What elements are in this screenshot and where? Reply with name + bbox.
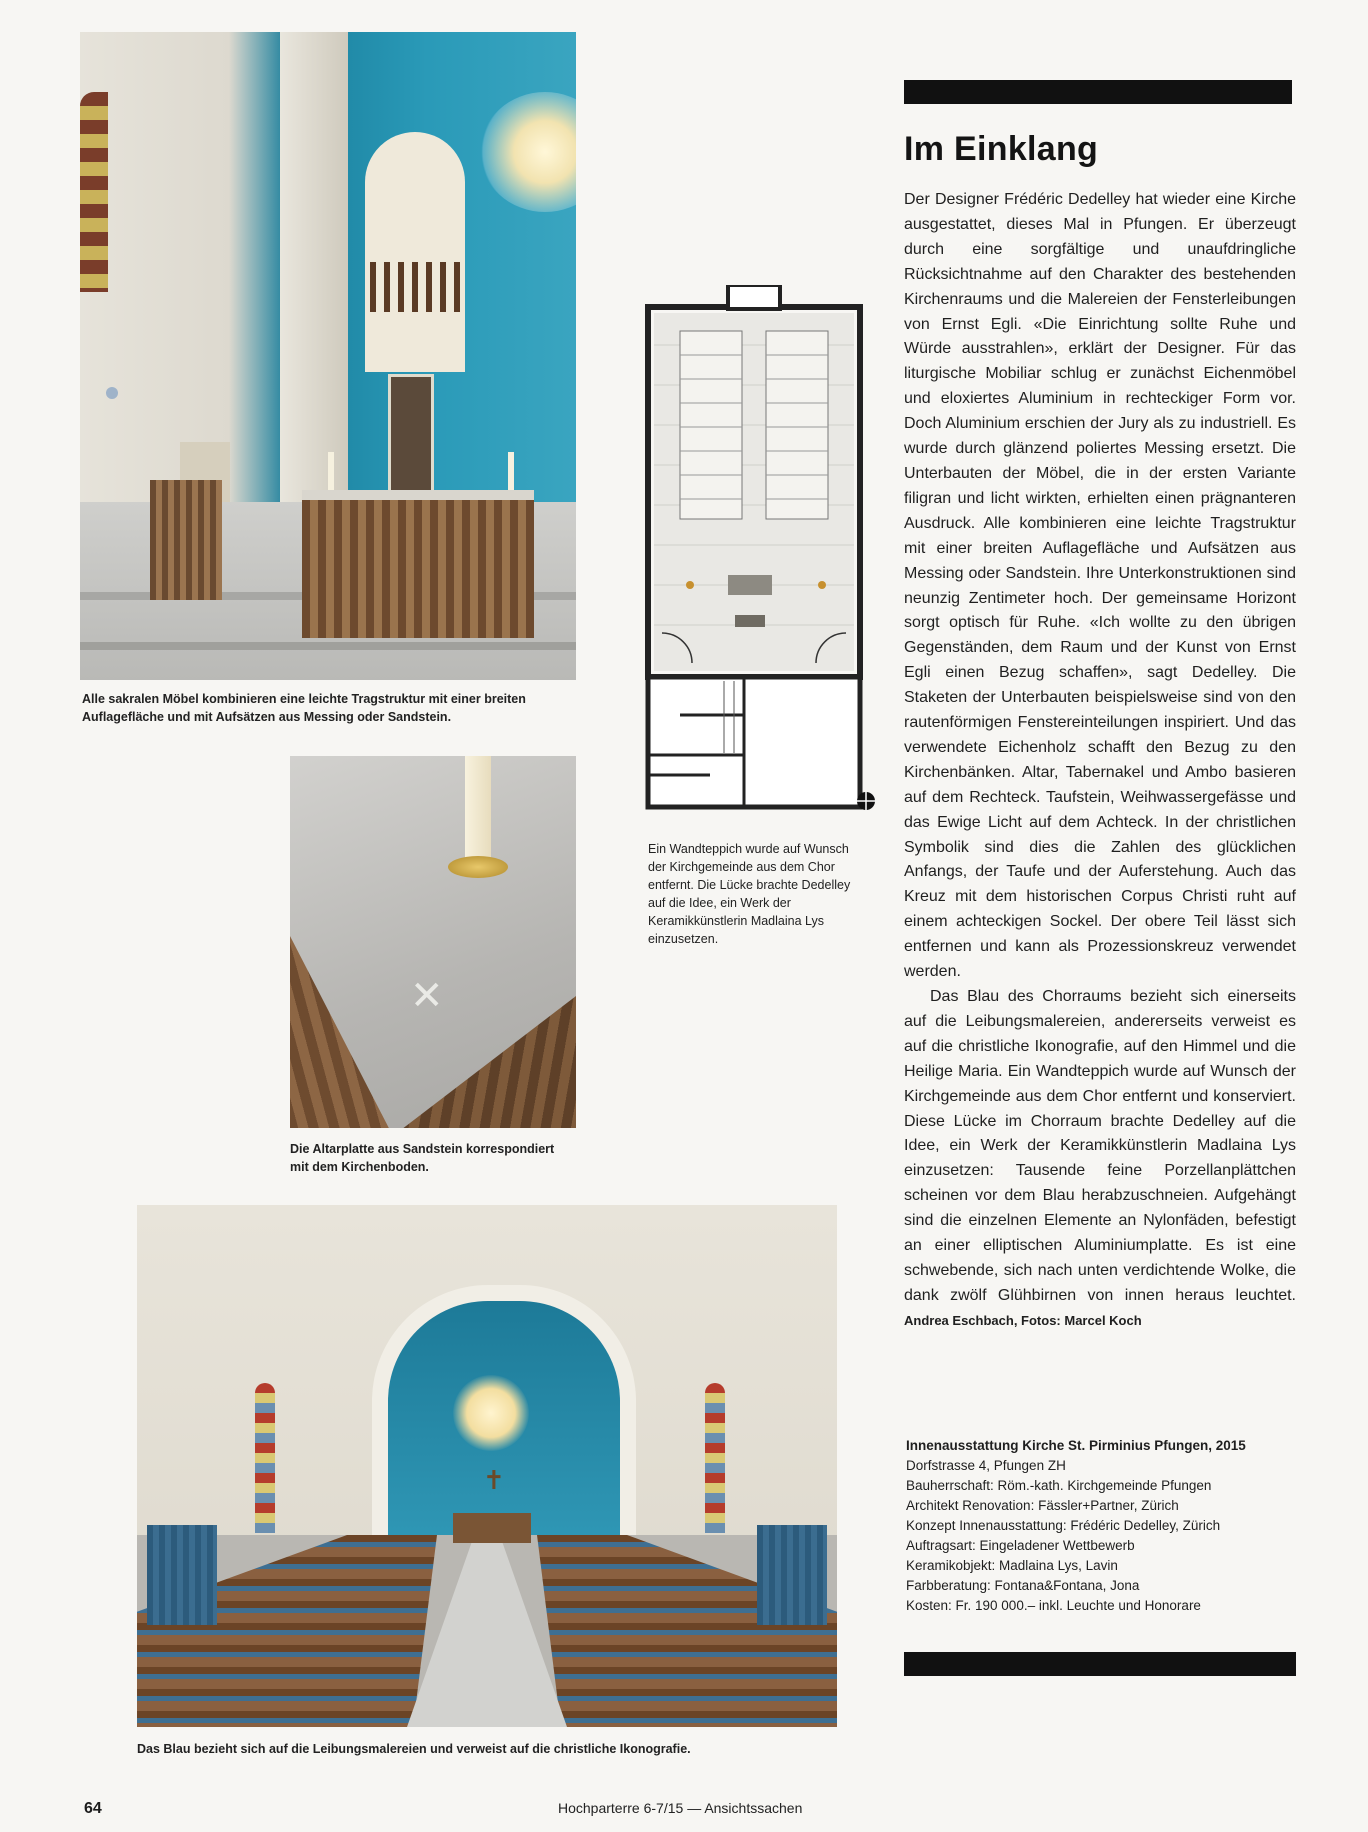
project-info	[906, 1436, 1298, 1616]
section-name: Ansichtssachen	[704, 1800, 803, 1816]
caption-floor-plan: Ein Wandteppich wurde auf Wunsch der Kirchgemeinde aus dem Chor entfernt. Die Lücke brachte Dedelley auf die Idee, ein Werk der Keramikkünstlerin Madlaina Lys einzusetzen.	[648, 842, 851, 946]
project-info-line: Architekt Renovation: Fässler+Partner, Zürich	[906, 1498, 1179, 1513]
project-info-line: Keramikobjekt: Madlaina Lys, Lavin	[906, 1558, 1118, 1573]
article-paragraph	[904, 985, 1296, 1334]
photo-nave: ✝	[137, 1205, 837, 1727]
project-info-line: Farbberatung: Fontana&Fontana, Jona	[906, 1578, 1140, 1593]
photo-altar-interior	[80, 32, 576, 680]
project-info-line: Auftragsart: Eingeladener Wettbewerb	[906, 1538, 1135, 1553]
caption-altar-photo: Alle sakralen Möbel kombinieren eine leichte Tragstruktur mit einer breiten Auflagefläche und mit Aufsätzen aus Messing oder Sandstein.	[82, 692, 526, 724]
project-info-line: Dorfstrasse 4, Pfungen ZH	[906, 1458, 1066, 1473]
article-paragraph: Der Designer Frédéric Dedelley hat wieder eine Kirche ausgestattet, dieses Mal in Pfungen. Er überzeugt durch eine sorgfältige und unaufdringliche Rücksichtnahme auf den Charakter des bestehenden Kirchenraums und die Malereien der Fensterleibungen von Ernst Egli. «Die Einrichtung sollte Ruhe und Würde ausstrahlen», erklärt der Designer. Für das liturgische Mobiliar schlug er zunächst Eichenmöbel und eloxiertes Aluminium in rechteckiger Form vor. Doch Aluminium erschien der Jury als zu industriell. Es wurde durch glänzend poliertes Messing ersetzt. Die Unterbauten der Möbel, die in der ersten Variante filigran und licht wirkten, erhielten einen prägnanteren Ausdruck. Alle kombinieren eine leichte Tragstruktur mit einer breiten Auflagefläche und Aufsätzen aus Messing oder Sandstein. Ihre Unterkonstruktionen sind neunzig Zentimeter hoch. Der gemeinsame Horizont sorgt optisch für Ruhe. «Ich wollte zu den übrigen Gegenständen, dem Raum und der Kunst von Ernst Egli einen Bezug schaffen», sagt Dedelley. Die Staketen der Unterbauten beispielsweise sind von den rautenförmigen Fenstereinteilungen inspiriert. Und das verwendete Eichenholz schafft den Bezug zu den Kirchenbänken. Altar, Tabernakel und Ambo basieren auf dem Rechteck. Taufstein, Weihwassergefässe und das Ewige Licht auf dem Achteck. In der christlichen Symbolik sind dies die Zahlen des glücklichen Anfangs, der Taufe und der Auferstehung. Auch das Kreuz mit dem historischen Corpus Christi ruht auf einem achteckigen Sockel. Der obere Teil lässt sich entfernen und kann als Prozessionskreuz verwendet werden.	[904, 191, 1296, 981]
footer-bar	[904, 1652, 1296, 1676]
page-number: 64	[84, 1800, 102, 1817]
header-bar	[904, 80, 1292, 104]
article-paragraph-text: Das Blau des Chorraums bezieht sich einerseits auf die Leibungsmalereien, andererseits verweist es auf die christliche Ikonografie, auf den Himmel und die Heilige Maria. Ein Wandteppich wurde auf Wunsch der Kirchgemeinde aus dem Chor entfernt und konserviert. Diese Lücke im Chorraum brachte Dedelley auf die Idee, ein Werk der Keramikkünstlerin Madlaina Lys einzusetzen: Tausende feine Porzellanplättchen scheinen vor dem Blau herabzuschneien. Aufgehängt sind die einzelnen Elemente an Nylonfäden, befestigt an einer elliptischen Aluminiumplatte. Es ist eine schwebende, sich nach unten verdichtende Wolke, die dank zwölf Glühbirnen von innen heraus leuchtet.	[904, 988, 1296, 1304]
author-credit: Andrea Eschbach, Fotos: Marcel Koch	[904, 1312, 1142, 1328]
footer-separator: —	[687, 1800, 702, 1816]
article-title: Im Einklang	[904, 130, 1099, 168]
project-info-line: Kosten: Fr. 190 000.– inkl. Leuchte und Honorare	[906, 1598, 1201, 1613]
project-info-title: Innenausstattung Kirche St. Pirminius Pfungen, 2015	[906, 1438, 1246, 1453]
photo-altar-corner: ✕	[290, 756, 576, 1128]
floor-plan	[640, 285, 876, 820]
caption-corner-photo: Die Altarplatte aus Sandstein korrespondiert mit dem Kirchenboden.	[290, 1142, 555, 1174]
running-footer	[558, 1800, 802, 1816]
project-info-line: Bauherrschaft: Röm.-kath. Kirchgemeinde Pfungen	[906, 1478, 1212, 1493]
publication-name: Hochparterre 6-7/15	[558, 1800, 684, 1816]
project-info-line: Konzept Innenausstattung: Frédéric Dedelley, Zürich	[906, 1518, 1221, 1533]
article-body	[904, 188, 1296, 1334]
caption-nave-photo: Das Blau bezieht sich auf die Leibungsmalereien und verweist auf die christliche Ikonografie.	[137, 1742, 691, 1756]
